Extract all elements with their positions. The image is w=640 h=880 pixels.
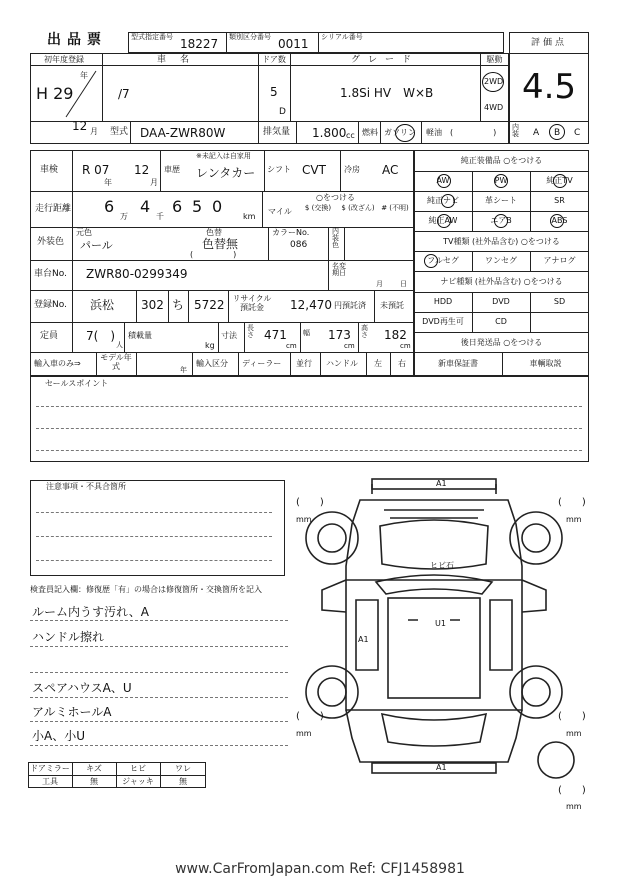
recycle-amount: 12,470 — [290, 298, 332, 312]
history-value: レンタカー — [196, 166, 256, 180]
equip-abs-circle — [550, 214, 564, 228]
car-name-label: 車名 — [156, 55, 203, 65]
later-title: 後日発送品 ○をつける — [460, 338, 543, 347]
length-unit: cm — [286, 342, 297, 350]
drive-4wd: 4WD — [484, 103, 504, 112]
tire-rl-mm: mm — [296, 729, 312, 738]
meter-unknown: # (不明) — [381, 204, 409, 212]
capacity-label: 定員 — [40, 331, 59, 341]
mileage-label: 走行距離 — [35, 204, 72, 214]
diagram-rear-mark: A1 — [436, 763, 447, 772]
displacement-value: 1.800 — [312, 126, 347, 140]
drive-2wd: 2WD — [484, 77, 504, 86]
grade-label: グレード — [350, 55, 419, 65]
meter-exchange: $ (交換) — [304, 204, 332, 212]
note-line-4: スペアハウスA、U — [32, 681, 132, 695]
fuel-label: 燃料 — [362, 128, 378, 137]
mileage-km: km — [243, 212, 256, 221]
name-change-label: 名変期日 — [332, 262, 346, 277]
note-line-6: 小A、小U — [32, 729, 85, 743]
name-change-day: 日 — [400, 280, 407, 288]
mileage-digit-2: 4 — [140, 197, 151, 216]
color-change-label: 色替 — [206, 228, 222, 237]
fuel-value: ガソリン — [384, 128, 416, 137]
interior-grade-circle — [549, 124, 565, 140]
recycle-pending: 未預託 — [380, 301, 404, 310]
doors-label: ドア数 — [262, 55, 286, 64]
history-label: 車歴 — [164, 165, 180, 174]
shaken-month-unit: 月 — [150, 178, 158, 187]
type-label: 型式 — [110, 127, 129, 137]
fuel-other: ( ) — [450, 128, 497, 137]
equip-pw: PW — [494, 176, 508, 185]
light-oil-label: 軽油 — [426, 128, 442, 137]
original-color-label: 元色 — [76, 228, 92, 237]
reg-kana: ち — [172, 298, 185, 312]
equip-aw-circle — [437, 174, 451, 188]
load-label: 積載量 — [128, 331, 152, 340]
mileage-digit-5: 0 — [212, 197, 223, 216]
interior-grade-c: C — [574, 128, 581, 138]
color-change-paren: ( ) — [190, 250, 237, 259]
model-no-value: 18227 — [180, 37, 219, 51]
equip-aw: AW — [436, 176, 450, 185]
class-no-label: 類別区分番号 — [229, 33, 271, 41]
width-unit: cm — [344, 342, 355, 350]
tire-fr-mm: mm — [566, 515, 582, 524]
first-reg-year: H 29 — [36, 84, 74, 103]
sheet-title: 出品票 — [47, 32, 107, 48]
diagram-side-mark: A1 — [358, 635, 369, 644]
shaken-year-unit: 年 — [104, 178, 112, 187]
equip-tv: 純正TV — [546, 176, 573, 185]
fuel-circle — [395, 124, 415, 142]
legend-header-scratch: キズ — [86, 764, 102, 773]
height-label: 高さ — [361, 324, 368, 339]
legend-jack-value: 無 — [179, 777, 187, 786]
displacement-label: 排気量 — [263, 127, 291, 137]
navi-sd: SD — [553, 297, 566, 306]
handle-label: ハンドル — [326, 359, 358, 368]
handle-right: 右 — [398, 359, 406, 368]
legend-header-crack: ヒビ — [130, 764, 146, 773]
mileage-sen: 千 — [156, 212, 164, 221]
shaken-month: 12 — [134, 163, 150, 177]
exterior-color-label: 外装色 — [37, 237, 65, 247]
equip-leather: 革シート — [485, 196, 517, 205]
navi-dvd: DVD — [492, 297, 510, 306]
navi-cd: CD — [495, 317, 507, 326]
note-line-2: ハンドル擦れ — [32, 630, 105, 644]
diagram-front-mark: A1 — [436, 479, 447, 488]
interior-label: 内装 — [512, 123, 519, 138]
reg-area: 浜松 — [90, 298, 115, 312]
reg-number: 5722 — [194, 298, 225, 312]
equip-navi-circle — [441, 194, 455, 208]
note-line-5: アルミホールA — [32, 705, 112, 719]
tv-one: ワンセグ — [485, 256, 517, 265]
mileage-man: 万 — [120, 212, 128, 221]
tv-title: TV種類 (社外品含む) ○をつける — [443, 237, 560, 246]
door-type: D — [279, 107, 286, 117]
notes-title: 注意事項・不具合箇所 — [46, 482, 126, 491]
import-parallel: 並行 — [296, 359, 312, 368]
shaken-year: R 07 — [82, 163, 110, 177]
mileage-digit-1: 6 — [104, 197, 115, 216]
color-no-label: カラーNo. — [272, 228, 310, 237]
length-label: 長さ — [247, 324, 254, 339]
recycle-label: リサイクル預託金 — [232, 294, 272, 313]
footer-reference: www.CarFromJapan.com Ref: CFJ1458981 — [175, 861, 465, 877]
diagram-roof-mark: U1 — [435, 619, 446, 628]
capacity-unit: 人 — [116, 341, 123, 349]
legend-jack: ジャッキ — [122, 777, 154, 786]
doors-value: 5 — [270, 85, 278, 99]
first-reg-label: 初年度登録 — [44, 55, 84, 64]
tire-spare-paren: ( ) — [558, 785, 586, 796]
car-name-value: /7 — [118, 87, 130, 101]
tire-rr-mm: mm — [566, 729, 582, 738]
legend-header-break: ワレ — [175, 764, 191, 773]
meter-mile: マイル — [268, 207, 292, 216]
shaken-label: 車検 — [40, 165, 59, 175]
import-label: 輸入車のみ⇒ — [34, 359, 81, 368]
serial-label: シリアル番号 — [321, 33, 363, 41]
displacement-unit: cc — [346, 131, 355, 140]
import-dealer: ディーラー — [242, 359, 282, 368]
meter-modified: $ (改ざん) — [341, 204, 375, 212]
interior-grade-b: B — [554, 128, 561, 138]
color-no-value: 086 — [290, 240, 308, 250]
legend-header-mirror: ドアミラー — [30, 764, 70, 773]
interior-grade-a: A — [533, 128, 540, 138]
grade-value: 1.8Si HV W×B — [340, 86, 434, 100]
tire-rr-paren: ( ) — [558, 711, 586, 722]
drive-2wd-circle — [482, 72, 504, 92]
name-change-month: 月 — [376, 280, 383, 288]
legend-tools: 工具 — [42, 777, 58, 786]
type-value: DAA-ZWR80W — [140, 126, 226, 140]
first-reg-divider — [30, 65, 102, 121]
navi-dvd-play: DVD再生可 — [422, 317, 464, 326]
score-label: 評価点 — [530, 38, 567, 48]
navi-hdd: HDD — [433, 297, 453, 306]
capacity-value: 7( ) — [86, 329, 115, 343]
height-value: 182 — [384, 328, 407, 342]
notes-box — [30, 480, 285, 576]
class-no-value: 0011 — [278, 37, 309, 51]
model-year-label: モデル年式 — [100, 353, 132, 371]
equip-sr: SR — [554, 196, 565, 205]
drive-label: 駆動 — [486, 55, 503, 64]
later-warranty: 新車保証書 — [438, 359, 478, 368]
history-note: ※未記入は自家用 — [196, 152, 251, 160]
load-unit: kg — [205, 341, 215, 350]
handle-left: 左 — [374, 359, 382, 368]
equip-pw-circle — [494, 174, 508, 188]
chassis-label: 車台No. — [34, 269, 67, 279]
tv-full: フルセグ — [427, 256, 459, 265]
tire-fl-paren: ( ) — [296, 497, 324, 508]
width-value: 173 — [328, 328, 351, 342]
tire-fr-paren: ( ) — [558, 497, 586, 508]
length-value: 471 — [264, 328, 287, 342]
recycle-unit: 円預託済 — [334, 301, 366, 310]
height-unit: cm — [400, 342, 411, 350]
tire-rl-paren: ( ) — [296, 711, 324, 722]
model-year-unit: 年 — [180, 366, 187, 374]
equip-airbag-circle — [494, 214, 508, 228]
first-reg-year-unit: 年 — [80, 71, 88, 80]
color-change-value: 色替無 — [202, 237, 239, 251]
shift-value: CVT — [302, 163, 326, 177]
cooling-value: AC — [382, 163, 399, 177]
genuine-title: 純正装備品 ○をつける — [460, 156, 543, 165]
score-value: 4.5 — [521, 67, 577, 107]
inspector-label: 検査員記入欄：修復歴「有」の場合は修復箇所・交換箇所を記入 — [30, 585, 262, 594]
navi-title: ナビ種類 (社外品含む) ○をつける — [440, 277, 563, 286]
later-manual: 車輌取説 — [529, 359, 562, 368]
tv-full-circle — [424, 254, 438, 268]
interior-color-label: 内装色 — [332, 227, 339, 249]
import-type-label: 輸入区分 — [196, 359, 228, 368]
first-reg-month: 12 — [72, 119, 88, 133]
mileage-digit-4: 5 — [192, 197, 203, 216]
diagram-hood-mark: ヒビ石 — [430, 561, 454, 570]
meter-note: ○をつける — [316, 193, 355, 202]
note-line-1: ルーム内うす汚れ、A — [32, 605, 149, 619]
equip-genuine-aw: 純正AW — [428, 216, 458, 225]
equip-navi: 純正ナビ — [427, 196, 459, 205]
model-no-label: 型式指定番号 — [131, 33, 173, 41]
car-damage-diagram — [290, 470, 610, 810]
tire-fl-mm: mm — [296, 515, 312, 524]
width-label: 幅 — [303, 329, 310, 337]
shift-label: シフト — [267, 165, 291, 174]
tire-spare-mm: mm — [566, 802, 582, 811]
equip-airbag: エアB — [490, 216, 512, 225]
cooling-label: 冷房 — [344, 165, 360, 174]
reg-no-label: 登録No. — [34, 300, 67, 310]
sales-point-label: セールスポイント — [45, 379, 109, 388]
equip-tv-circle — [553, 174, 567, 188]
reg-class: 302 — [141, 298, 164, 312]
tv-analog: アナログ — [543, 256, 576, 265]
size-label: 寸法 — [221, 331, 237, 340]
equip-genuine-aw-circle — [437, 214, 451, 228]
original-color-value: パール — [80, 239, 113, 252]
first-reg-month-unit: 月 — [90, 127, 98, 136]
legend-tools-value: 無 — [90, 777, 98, 786]
equip-abs: ABS — [551, 216, 568, 225]
chassis-value: ZWR80-0299349 — [86, 267, 188, 281]
mileage-digit-3: 6 — [172, 197, 183, 216]
